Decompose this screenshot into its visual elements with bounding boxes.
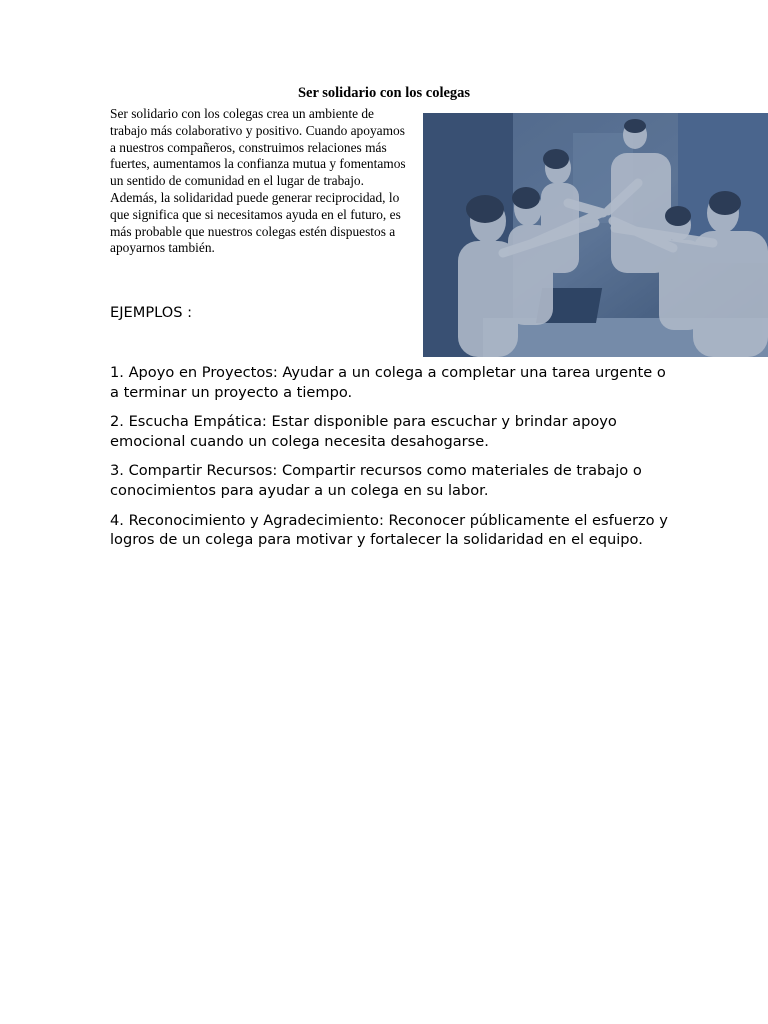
example-item: 3. Compartir Recursos: Compartir recursos como materiales de trabajo o conocimientos para ayudar a un colega en su labor.: [110, 462, 642, 499]
document-title: Ser solidario con los colegas: [297, 85, 471, 101]
example-item: 2. Escucha Empática: Estar disponible para escuchar y brindar apoyo emocional cuando un colega necesita desahogarse.: [110, 413, 617, 450]
examples-list: [110, 363, 670, 560]
team-high-five-photo: [423, 113, 768, 357]
examples-heading: EJEMPLOS :: [110, 304, 193, 321]
intro-paragraph: Ser solidario con los colegas crea un ambiente de trabajo más colaborativo y positivo. Cuando apoyamos a nuestros compañeros, construimos relaciones más fuertes, aumentamos la confianza mutua y fomentamos un sentido de comunidad en el lugar de trabajo. Además, la solidaridad puede generar reciprocidad, lo que significa que si necesitamos ayuda en el futuro, es más probable que nuestros colegas estén dispuestos a apoyarnos también.: [110, 106, 406, 256]
example-item: 4. Reconocimiento y Agradecimiento: Reconocer públicamente el esfuerzo y logros de un colega para motivar y fortalecer la solidaridad en el equipo.: [110, 511, 668, 549]
team-photo-illustration: [423, 113, 768, 357]
example-item: 1. Apoyo en Proyectos: Ayudar a un colega a completar una tarea urgente o a terminar un proyecto a tiempo.: [110, 364, 666, 401]
